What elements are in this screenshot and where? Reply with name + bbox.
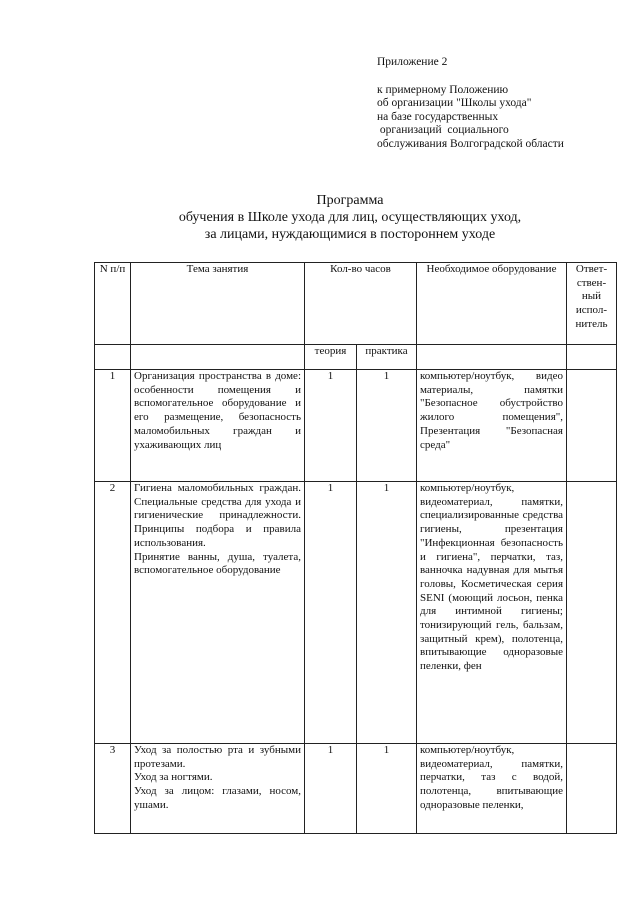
header-practice: практика	[357, 345, 417, 370]
row-number: 1	[95, 370, 131, 482]
header-num: N п/п	[95, 263, 131, 345]
row-topic	[131, 482, 305, 744]
row-practice-hours: 1	[357, 744, 417, 834]
subheader-empty-cell	[417, 345, 567, 370]
program-subtitle-1: обучения в Школе ухода для лиц, осуществляющих уход,	[178, 210, 522, 225]
header-topic: Тема занятия	[131, 263, 305, 345]
row-equipment: компьютер/ноутбук, видеоматериал, памятки, специализированные средства гигиены, презентация "Инфекционная безопасность и гигиена", перчатки, таз, ванночка надувная для мытья головы, Косметическая серия SENI (моющий лосьон, пенка для интимной гигиены; тонизирующий гель, бальзам, защитный крем), полотенца, впитывающие одноразовые пеленки, фен	[417, 482, 567, 744]
subheader-empty-cell	[131, 345, 305, 370]
row-topic	[131, 744, 305, 834]
header-theory: теория	[305, 345, 357, 370]
row-practice-hours: 1	[357, 482, 417, 744]
row-practice-hours: 1	[357, 370, 417, 482]
row-topic-part: Уход за ногтями.	[134, 771, 213, 784]
table-row	[95, 370, 617, 482]
row-topic-part: Принятие ванны, душа, туалета, вспомогательное оборудование	[134, 550, 301, 577]
table-row	[95, 482, 617, 744]
appendix-line: на базе государственных	[377, 110, 499, 123]
row-equipment: компьютер/ноутбук, видео материалы, памятки "Безопасное обустройство жилого помещения", Презентация "Безопасная среда"	[417, 370, 567, 482]
appendix-line: обслуживания Волгоградской области	[377, 137, 564, 150]
row-topic-part: Уход за лицом: глазами, носом, ушами.	[134, 785, 301, 811]
row-theory-hours: 1	[305, 370, 357, 482]
subheader-empty-cell	[95, 345, 131, 370]
appendix-line: об организации "Школы ухода"	[377, 97, 532, 109]
table-header-row	[95, 263, 617, 345]
row-responsible	[567, 744, 617, 834]
row-number: 2	[95, 482, 131, 744]
program-subtitle-2: за лицами, нуждающимися в постороннем уходе	[204, 227, 496, 242]
table-row	[95, 744, 617, 834]
row-theory-hours: 1	[305, 744, 357, 834]
header-responsible: Ответ-ствен-ный испол-нитель	[567, 263, 617, 345]
row-topic: Организация пространства в доме: особенности помещения и вспомогательное оборудование и его размещение, безопасность маломобильных граждан и ухаживающих лиц	[131, 370, 305, 482]
appendix-title: Приложение 2	[377, 56, 448, 68]
appendix-block	[377, 56, 627, 151]
row-equipment: компьютер/ноутбук, видеоматериал, памятки, перчатки, таз с водой, полотенца, впитывающие одноразовые пеленки,	[417, 744, 567, 834]
appendix-line: к примерному Положению	[377, 83, 509, 96]
row-topic-part: Уход за полостью рта и зубными протезами.	[134, 744, 301, 770]
appendix-line: организаций социального	[377, 124, 509, 136]
row-responsible	[567, 370, 617, 482]
header-equipment: Необходимое оборудование	[417, 263, 567, 345]
row-number: 3	[95, 744, 131, 834]
row-theory-hours: 1	[305, 482, 357, 744]
program-table	[94, 262, 617, 834]
table-subheader-row	[95, 345, 617, 370]
program-title	[150, 192, 550, 243]
header-hours: Кол-во часов	[305, 263, 417, 345]
row-responsible	[567, 482, 617, 744]
program-heading: Программа	[316, 193, 384, 208]
subheader-empty-cell	[567, 345, 617, 370]
row-topic-part: Гигиена маломобильных граждан. Специальные средства для ухода и гигиенические принадлежности. Принципы подбора и правила использования.	[134, 482, 301, 549]
